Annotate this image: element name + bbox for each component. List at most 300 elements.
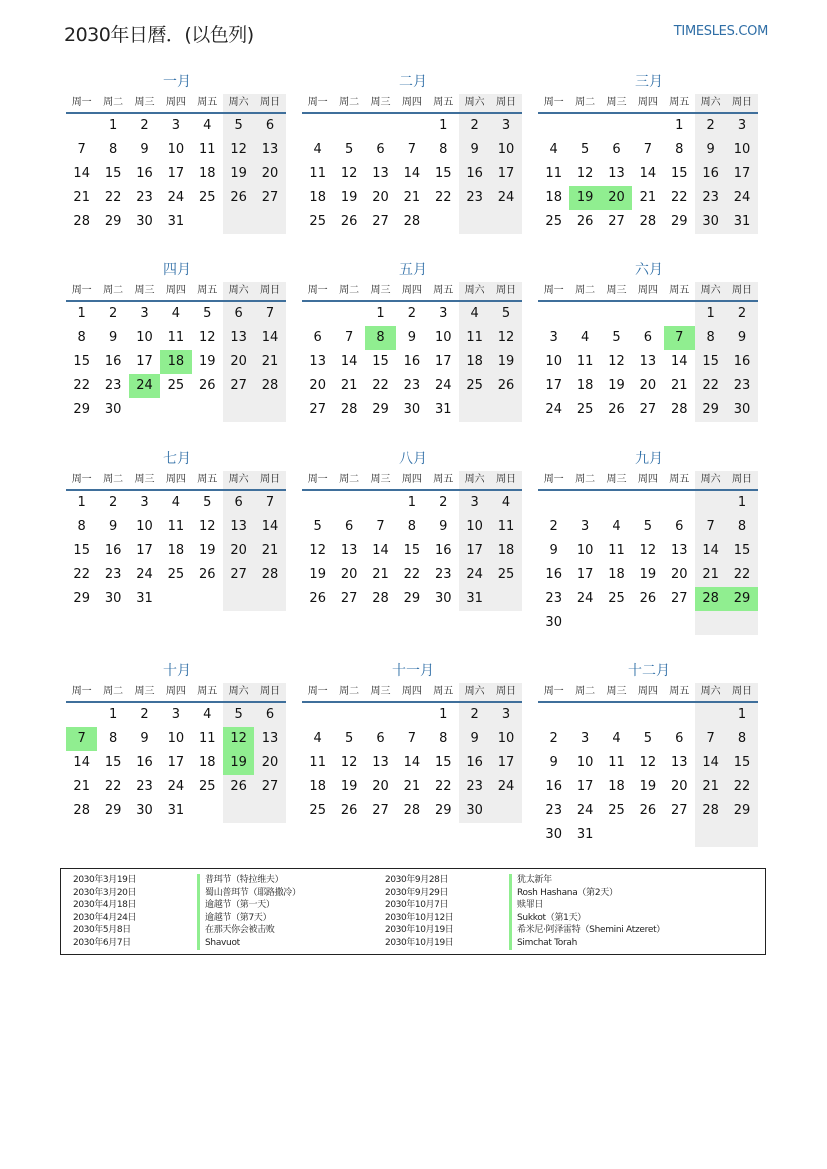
day-cell[interactable]: 9 [549, 755, 558, 770]
day-cell[interactable]: 9 [140, 142, 149, 157]
day-cell[interactable]: 1 [726, 703, 757, 727]
day-cell[interactable]: 10 [490, 727, 521, 751]
day-cell[interactable]: 31 [576, 827, 594, 842]
day-cell[interactable]: 25 [608, 591, 625, 606]
day-cell[interactable]: 25 [309, 803, 326, 818]
day-cell[interactable]: 5 [223, 114, 254, 138]
day-cell[interactable]: 3 [171, 707, 180, 722]
day-cell[interactable]: 15 [726, 539, 757, 563]
day-cell[interactable]: 26 [309, 591, 326, 606]
day-cell[interactable]: 2 [695, 114, 726, 138]
day-cell[interactable]: 10 [167, 142, 185, 157]
day-cell[interactable]: 19 [608, 378, 625, 393]
day-cell[interactable]: 13 [670, 755, 688, 770]
day-cell[interactable]: 30 [104, 591, 122, 606]
day-cell[interactable]: 18 [198, 755, 216, 770]
day-cell[interactable]: 7 [344, 330, 354, 345]
day-cell[interactable]: 6 [254, 114, 285, 138]
day-cell[interactable]: 16 [136, 166, 153, 181]
day-cell[interactable]: 16 [545, 779, 562, 794]
day-cell[interactable]: 2 [108, 495, 118, 510]
day-cell[interactable]: 16 [695, 162, 726, 186]
day-cell[interactable]: 22 [726, 775, 757, 799]
day-cell[interactable]: 17 [576, 779, 594, 794]
holiday-day-cell[interactable]: 20 [601, 186, 632, 210]
day-cell[interactable]: 5 [580, 142, 590, 157]
day-cell[interactable]: 24 [459, 563, 490, 587]
day-cell[interactable]: 13 [254, 138, 285, 162]
day-cell[interactable]: 31 [434, 402, 452, 417]
day-cell[interactable]: 26 [198, 378, 216, 393]
day-cell[interactable]: 27 [639, 402, 657, 417]
day-cell[interactable]: 4 [612, 519, 621, 534]
day-cell[interactable]: 4 [580, 330, 590, 345]
day-cell[interactable]: 5 [643, 731, 652, 746]
site-logo-text[interactable]: TIMESLES.COM [673, 24, 768, 39]
day-cell[interactable]: 20 [670, 567, 688, 582]
day-cell[interactable]: 22 [73, 378, 90, 393]
day-cell[interactable]: 3 [726, 114, 757, 138]
day-cell[interactable]: 4 [171, 495, 180, 510]
day-cell[interactable]: 28 [254, 563, 285, 587]
day-cell[interactable]: 24 [490, 186, 521, 210]
day-cell[interactable]: 28 [403, 214, 421, 229]
day-cell[interactable]: 6 [254, 703, 285, 727]
day-cell[interactable]: 12 [309, 543, 326, 558]
day-cell[interactable]: 15 [73, 543, 90, 558]
day-cell[interactable]: 21 [639, 190, 657, 205]
day-cell[interactable]: 20 [372, 779, 389, 794]
day-cell[interactable]: 27 [223, 374, 254, 398]
day-cell[interactable]: 30 [403, 402, 421, 417]
day-cell[interactable]: 2 [726, 302, 757, 326]
day-cell[interactable]: 15 [434, 755, 452, 770]
day-cell[interactable]: 6 [223, 491, 254, 515]
day-cell[interactable]: 29 [372, 402, 389, 417]
day-cell[interactable]: 30 [545, 615, 562, 630]
day-cell[interactable]: 5 [612, 330, 621, 345]
day-cell[interactable]: 31 [726, 210, 757, 234]
day-cell[interactable]: 25 [167, 378, 185, 393]
day-cell[interactable]: 25 [198, 190, 216, 205]
day-cell[interactable]: 15 [726, 751, 757, 775]
day-cell[interactable]: 10 [726, 138, 757, 162]
day-cell[interactable]: 10 [576, 543, 594, 558]
day-cell[interactable]: 4 [313, 142, 322, 157]
day-cell[interactable]: 23 [459, 186, 490, 210]
day-cell[interactable]: 29 [104, 214, 122, 229]
day-cell[interactable]: 24 [576, 591, 594, 606]
holiday-day-cell[interactable]: 7 [664, 326, 695, 350]
day-cell[interactable]: 20 [254, 162, 285, 186]
day-cell[interactable]: 22 [434, 190, 452, 205]
day-cell[interactable]: 15 [403, 543, 421, 558]
day-cell[interactable]: 28 [403, 803, 421, 818]
day-cell[interactable]: 9 [726, 326, 757, 350]
day-cell[interactable]: 7 [407, 142, 416, 157]
day-cell[interactable]: 10 [576, 755, 594, 770]
day-cell[interactable]: 15 [695, 350, 726, 374]
day-cell[interactable]: 5 [203, 495, 212, 510]
day-cell[interactable]: 25 [459, 374, 490, 398]
day-cell[interactable]: 17 [167, 755, 185, 770]
day-cell[interactable]: 21 [73, 190, 90, 205]
day-cell[interactable]: 24 [434, 378, 452, 393]
day-cell[interactable]: 4 [203, 118, 212, 133]
day-cell[interactable]: 22 [403, 567, 421, 582]
day-cell[interactable]: 19 [340, 190, 358, 205]
day-cell[interactable]: 6 [223, 302, 254, 326]
day-cell[interactable]: 24 [576, 803, 594, 818]
day-cell[interactable]: 24 [136, 567, 153, 582]
day-cell[interactable]: 16 [459, 751, 490, 775]
day-cell[interactable]: 18 [490, 539, 521, 563]
day-cell[interactable]: 18 [198, 166, 216, 181]
day-cell[interactable]: 21 [403, 190, 421, 205]
day-cell[interactable]: 8 [726, 727, 757, 751]
day-cell[interactable]: 13 [254, 727, 285, 751]
day-cell[interactable]: 17 [576, 567, 594, 582]
day-cell[interactable]: 19 [223, 162, 254, 186]
day-cell[interactable]: 1 [439, 707, 448, 722]
day-cell[interactable]: 17 [136, 354, 153, 369]
holiday-day-cell[interactable]: 29 [726, 587, 757, 611]
day-cell[interactable]: 27 [254, 186, 285, 210]
day-cell[interactable]: 26 [639, 803, 657, 818]
day-cell[interactable]: 22 [372, 378, 389, 393]
day-cell[interactable]: 27 [254, 775, 285, 799]
day-cell[interactable]: 8 [726, 515, 757, 539]
day-cell[interactable]: 1 [77, 495, 86, 510]
day-cell[interactable]: 7 [643, 142, 652, 157]
day-cell[interactable]: 9 [459, 138, 490, 162]
day-cell[interactable]: 29 [726, 799, 757, 823]
day-cell[interactable]: 21 [695, 563, 726, 587]
day-cell[interactable]: 3 [580, 731, 590, 746]
day-cell[interactable]: 19 [490, 350, 521, 374]
day-cell[interactable]: 9 [439, 519, 448, 534]
day-cell[interactable]: 11 [309, 166, 326, 181]
day-cell[interactable]: 9 [549, 543, 558, 558]
day-cell[interactable]: 3 [459, 491, 490, 515]
day-cell[interactable]: 5 [643, 519, 652, 534]
day-cell[interactable]: 17 [490, 751, 521, 775]
day-cell[interactable]: 9 [459, 727, 490, 751]
day-cell[interactable]: 7 [695, 727, 726, 751]
day-cell[interactable]: 19 [198, 354, 216, 369]
day-cell[interactable]: 27 [608, 214, 625, 229]
day-cell[interactable]: 21 [372, 567, 389, 582]
day-cell[interactable]: 11 [545, 166, 562, 181]
day-cell[interactable]: 10 [136, 519, 153, 534]
day-cell[interactable]: 1 [439, 118, 448, 133]
day-cell[interactable]: 23 [459, 775, 490, 799]
day-cell[interactable]: 3 [140, 495, 149, 510]
day-cell[interactable]: 8 [439, 142, 448, 157]
holiday-day-cell[interactable]: 8 [365, 326, 396, 350]
day-cell[interactable]: 14 [639, 166, 657, 181]
day-cell[interactable]: 2 [108, 306, 118, 321]
day-cell[interactable]: 5 [223, 703, 254, 727]
day-cell[interactable]: 3 [490, 703, 521, 727]
day-cell[interactable]: 7 [407, 731, 416, 746]
day-cell[interactable]: 3 [439, 306, 448, 321]
day-cell[interactable]: 12 [198, 519, 216, 534]
day-cell[interactable]: 31 [167, 214, 185, 229]
day-cell[interactable]: 13 [309, 354, 326, 369]
day-cell[interactable]: 20 [639, 378, 657, 393]
day-cell[interactable]: 7 [254, 302, 285, 326]
day-cell[interactable]: 18 [576, 378, 594, 393]
day-cell[interactable]: 19 [309, 567, 326, 582]
day-cell[interactable]: 16 [136, 755, 153, 770]
day-cell[interactable]: 20 [309, 378, 326, 393]
day-cell[interactable]: 16 [403, 354, 421, 369]
day-cell[interactable]: 15 [670, 166, 688, 181]
day-cell[interactable]: 28 [73, 214, 90, 229]
day-cell[interactable]: 20 [254, 751, 285, 775]
day-cell[interactable]: 11 [490, 515, 521, 539]
day-cell[interactable]: 29 [695, 398, 726, 422]
day-cell[interactable]: 8 [695, 326, 726, 350]
day-cell[interactable]: 15 [104, 755, 122, 770]
day-cell[interactable]: 27 [670, 591, 688, 606]
day-cell[interactable]: 19 [639, 779, 657, 794]
day-cell[interactable]: 30 [136, 214, 153, 229]
day-cell[interactable]: 12 [639, 755, 657, 770]
day-cell[interactable]: 14 [695, 539, 726, 563]
day-cell[interactable]: 21 [254, 350, 285, 374]
day-cell[interactable]: 22 [104, 779, 122, 794]
day-cell[interactable]: 13 [608, 166, 625, 181]
day-cell[interactable]: 5 [203, 306, 212, 321]
day-cell[interactable]: 13 [223, 515, 254, 539]
day-cell[interactable]: 30 [104, 402, 122, 417]
day-cell[interactable]: 13 [670, 543, 688, 558]
day-cell[interactable]: 1 [376, 306, 385, 321]
day-cell[interactable]: 11 [198, 731, 216, 746]
day-cell[interactable]: 28 [254, 374, 285, 398]
day-cell[interactable]: 1 [695, 302, 726, 326]
day-cell[interactable]: 3 [549, 330, 558, 345]
day-cell[interactable]: 3 [490, 114, 521, 138]
day-cell[interactable]: 25 [309, 214, 326, 229]
day-cell[interactable]: 14 [695, 751, 726, 775]
day-cell[interactable]: 31 [167, 803, 185, 818]
day-cell[interactable]: 15 [104, 166, 122, 181]
day-cell[interactable]: 29 [670, 214, 688, 229]
day-cell[interactable]: 26 [608, 402, 625, 417]
day-cell[interactable]: 12 [576, 166, 594, 181]
day-cell[interactable]: 11 [309, 755, 326, 770]
day-cell[interactable]: 18 [309, 779, 326, 794]
day-cell[interactable]: 23 [403, 378, 421, 393]
day-cell[interactable]: 20 [670, 779, 688, 794]
day-cell[interactable]: 12 [639, 543, 657, 558]
day-cell[interactable]: 27 [670, 803, 688, 818]
day-cell[interactable]: 22 [695, 374, 726, 398]
day-cell[interactable]: 11 [167, 519, 185, 534]
day-cell[interactable]: 4 [459, 302, 490, 326]
day-cell[interactable]: 6 [675, 519, 684, 534]
day-cell[interactable]: 23 [545, 591, 562, 606]
day-cell[interactable]: 28 [639, 214, 657, 229]
day-cell[interactable]: 15 [73, 354, 90, 369]
day-cell[interactable]: 30 [434, 591, 452, 606]
day-cell[interactable]: 25 [167, 567, 185, 582]
day-cell[interactable]: 11 [459, 326, 490, 350]
day-cell[interactable]: 14 [73, 755, 90, 770]
day-cell[interactable]: 27 [340, 591, 358, 606]
day-cell[interactable]: 10 [490, 138, 521, 162]
holiday-day-cell[interactable]: 28 [695, 587, 726, 611]
day-cell[interactable]: 2 [459, 114, 490, 138]
day-cell[interactable]: 6 [344, 519, 354, 534]
day-cell[interactable]: 23 [136, 190, 153, 205]
day-cell[interactable]: 26 [576, 214, 594, 229]
day-cell[interactable]: 28 [340, 402, 358, 417]
day-cell[interactable]: 5 [344, 731, 354, 746]
day-cell[interactable]: 12 [490, 326, 521, 350]
day-cell[interactable]: 14 [254, 515, 285, 539]
day-cell[interactable]: 17 [136, 543, 153, 558]
day-cell[interactable]: 8 [439, 731, 448, 746]
day-cell[interactable]: 31 [136, 591, 153, 606]
day-cell[interactable]: 14 [73, 166, 90, 181]
day-cell[interactable]: 26 [639, 591, 657, 606]
day-cell[interactable]: 14 [403, 166, 421, 181]
day-cell[interactable]: 17 [726, 162, 757, 186]
day-cell[interactable]: 14 [670, 354, 688, 369]
day-cell[interactable]: 13 [372, 166, 389, 181]
day-cell[interactable]: 27 [372, 214, 389, 229]
day-cell[interactable]: 13 [639, 354, 657, 369]
day-cell[interactable]: 19 [639, 567, 657, 582]
day-cell[interactable]: 1 [675, 118, 684, 133]
day-cell[interactable]: 8 [77, 519, 86, 534]
holiday-day-cell[interactable]: 18 [160, 350, 191, 374]
day-cell[interactable]: 21 [73, 779, 90, 794]
day-cell[interactable]: 26 [340, 803, 358, 818]
day-cell[interactable]: 27 [309, 402, 326, 417]
day-cell[interactable]: 18 [459, 350, 490, 374]
day-cell[interactable]: 23 [136, 779, 153, 794]
holiday-day-cell[interactable]: 12 [223, 727, 254, 751]
day-cell[interactable]: 29 [73, 591, 90, 606]
day-cell[interactable]: 25 [608, 803, 625, 818]
day-cell[interactable]: 28 [73, 803, 90, 818]
day-cell[interactable]: 2 [407, 306, 416, 321]
day-cell[interactable]: 22 [434, 779, 452, 794]
day-cell[interactable]: 25 [576, 402, 594, 417]
day-cell[interactable]: 8 [77, 330, 86, 345]
day-cell[interactable]: 4 [171, 306, 180, 321]
day-cell[interactable]: 14 [340, 354, 358, 369]
day-cell[interactable]: 18 [309, 190, 326, 205]
day-cell[interactable]: 4 [490, 491, 521, 515]
day-cell[interactable]: 24 [545, 402, 562, 417]
day-cell[interactable]: 26 [340, 214, 358, 229]
day-cell[interactable]: 4 [549, 142, 558, 157]
day-cell[interactable]: 23 [726, 374, 757, 398]
day-cell[interactable]: 11 [198, 142, 216, 157]
day-cell[interactable]: 2 [140, 118, 149, 133]
day-cell[interactable]: 27 [372, 803, 389, 818]
day-cell[interactable]: 21 [695, 775, 726, 799]
day-cell[interactable]: 23 [434, 567, 452, 582]
day-cell[interactable]: 18 [608, 779, 625, 794]
day-cell[interactable]: 1 [726, 491, 757, 515]
day-cell[interactable]: 2 [459, 703, 490, 727]
day-cell[interactable]: 19 [340, 779, 358, 794]
day-cell[interactable]: 12 [340, 166, 358, 181]
day-cell[interactable]: 22 [726, 563, 757, 587]
day-cell[interactable]: 12 [608, 354, 625, 369]
day-cell[interactable]: 24 [167, 190, 185, 205]
day-cell[interactable]: 25 [490, 563, 521, 587]
day-cell[interactable]: 9 [108, 330, 118, 345]
day-cell[interactable]: 4 [203, 707, 212, 722]
day-cell[interactable]: 14 [403, 755, 421, 770]
day-cell[interactable]: 13 [372, 755, 389, 770]
day-cell[interactable]: 8 [108, 142, 118, 157]
day-cell[interactable]: 14 [254, 326, 285, 350]
day-cell[interactable]: 5 [313, 519, 322, 534]
day-cell[interactable]: 24 [167, 779, 185, 794]
day-cell[interactable]: 6 [376, 142, 385, 157]
day-cell[interactable]: 11 [608, 543, 625, 558]
day-cell[interactable]: 26 [198, 567, 216, 582]
day-cell[interactable]: 7 [77, 142, 86, 157]
day-cell[interactable]: 25 [198, 779, 216, 794]
day-cell[interactable]: 17 [545, 378, 562, 393]
day-cell[interactable]: 16 [459, 162, 490, 186]
day-cell[interactable]: 21 [254, 539, 285, 563]
day-cell[interactable]: 21 [403, 779, 421, 794]
day-cell[interactable]: 12 [198, 330, 216, 345]
day-cell[interactable]: 21 [670, 378, 688, 393]
day-cell[interactable]: 29 [403, 591, 421, 606]
day-cell[interactable]: 9 [407, 330, 416, 345]
day-cell[interactable]: 8 [407, 519, 416, 534]
day-cell[interactable]: 24 [490, 775, 521, 799]
day-cell[interactable]: 6 [313, 330, 322, 345]
day-cell[interactable]: 18 [167, 543, 185, 558]
day-cell[interactable]: 7 [254, 491, 285, 515]
day-cell[interactable]: 13 [223, 326, 254, 350]
day-cell[interactable]: 10 [459, 515, 490, 539]
day-cell[interactable]: 3 [580, 519, 590, 534]
holiday-day-cell[interactable]: 19 [223, 751, 254, 775]
day-cell[interactable]: 24 [726, 186, 757, 210]
day-cell[interactable]: 19 [198, 543, 216, 558]
day-cell[interactable]: 3 [140, 306, 149, 321]
day-cell[interactable]: 20 [223, 350, 254, 374]
day-cell[interactable]: 29 [104, 803, 122, 818]
day-cell[interactable]: 9 [108, 519, 118, 534]
day-cell[interactable]: 22 [670, 190, 688, 205]
day-cell[interactable]: 15 [372, 354, 389, 369]
day-cell[interactable]: 11 [608, 755, 625, 770]
day-cell[interactable]: 8 [108, 731, 118, 746]
day-cell[interactable]: 20 [223, 539, 254, 563]
day-cell[interactable]: 1 [77, 306, 86, 321]
day-cell[interactable]: 29 [434, 803, 452, 818]
day-cell[interactable]: 4 [313, 731, 322, 746]
day-cell[interactable]: 5 [490, 302, 521, 326]
day-cell[interactable]: 16 [104, 354, 122, 369]
day-cell[interactable]: 11 [576, 354, 594, 369]
